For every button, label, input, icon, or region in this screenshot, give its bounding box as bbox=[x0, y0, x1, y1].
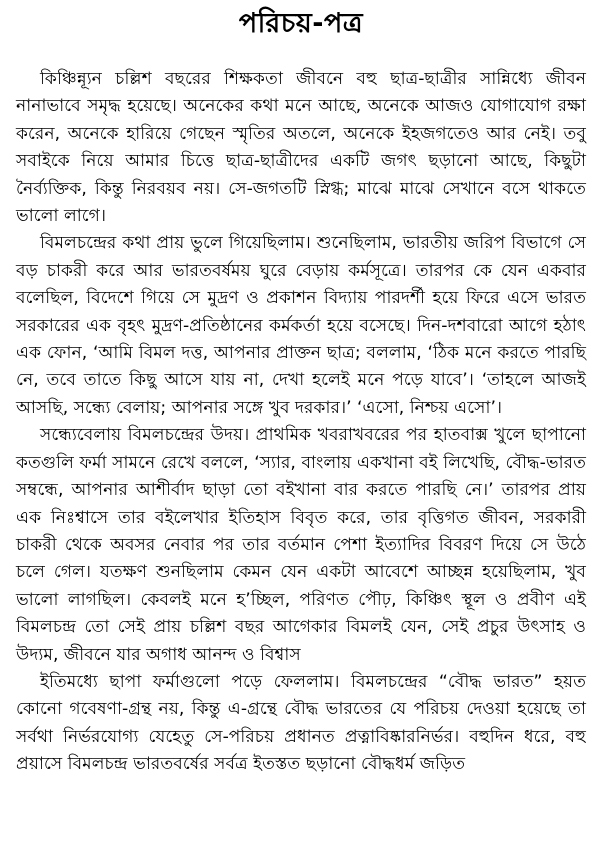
document-body bbox=[16, 66, 586, 779]
paragraph-2: বিমলচন্দ্রের কথা প্রায় ভুলে গিয়েছিলাম। শুনেছিলাম, ভারতীয় জরিপ বিভাগে সে বড় চাকরী করে আর ভারতবর্ষময় ঘুরে বেড়ায় কর্মসূত্রে। তারপর কে যেন একবার বলেছিল, বিদেশে গিয়ে সে মুদ্রণ ও প্রকাশন বিদ্যায় পারদর্শী হয়ে ফিরে এসে ভারত সরকারের এক বৃহৎ মুদ্রণ-প্রতিষ্ঠানের কর্মকর্তা হয়ে বসেছে। দিন-দশবারো আগে হঠাৎ এক ফোন, ‘আমি বিমল দত্ত, আপনার প্রাক্তন ছাত্র; বললাম, ‘ঠিক মনে করতে পারছি নে, তবে তাতে কিছু আসে যায় না, দেখা হলেই মনে পড়ে যাবে’। ‘তাহলে আজই আসছি, সন্ধ্যে বেলায়; আপনার সঙ্গে খুব দরকার।’ ‘এসো, নিশ্চয় এসো’। bbox=[16, 233, 586, 418]
paragraph-4: ইতিমধ্যে ছাপা ফর্মাগুলো পড়ে ফেললাম। বিমলচন্দ্রের “বৌদ্ধ ভারত” হয়ত কোনো গবেষণা-গ্রন্থ নয়, কিন্তু এ-গ্রন্থে বৌদ্ধ ভারতের যে পরিচয় দেওয়া হয়েছে তা সর্বথা নির্ভরযোগ্য যেহেতু সে-পরিচয় প্রধানত প্রত্নাবিষ্কারনির্ভর। বহুদিন ধরে, বহু প্রয়াসে বিমলচন্দ্র ভারতবর্ষের সর্বত্র ইতস্তত ছড়ানো বৌদ্ধধর্ম জড়িত bbox=[16, 671, 586, 775]
paragraph-1: কিঞ্চিন্ন্যূন চল্লিশ বছরের শিক্ষকতা জীবনে বহু ছাত্র-ছাত্রীর সান্নিধ্যে জীবন নানাভাবে সমৃদ্ধ হয়েছে। অনেকের কথা মনে আছে, অনেকে আজও যোগাযোগ রক্ষা করেন, অনেকে হারিয়ে গেছেন স্মৃতির অতলে, অনেকে ইহজগতেও আর নেই। তবু সবাইকে নিয়ে আমার চিত্তে ছাত্র-ছাত্রীদের একটি জগৎ ছড়ানো আছে, কিছুটা নৈর্ব্যক্তিক, কিন্তু নিরবয়ব নয়। সে-জগতটি স্নিগ্ধ; মাঝে মাঝে সেখানে বসে থাকতে ভালো লাগে। bbox=[16, 69, 586, 227]
page-title: পরিচয়-পত্র bbox=[238, 8, 364, 39]
paragraph-3: সন্ধ্যেবেলায় বিমলচন্দ্রের উদয়। প্রাথমিক খবরাখবরের পর হাতবাক্স খুলে ছাপানো কতগুলি ফর্মা সামনে রেখে বললে, ‘স্যার, বাংলায় একখানা বই লিখেছি, বৌদ্ধ-ভারত সম্বন্ধে, আপনার আশীর্বাদ ছাড়া তো বইখানা বার করতে পারছি নে।’ তারপর প্রায় এক নিঃশ্বাসে তার বইলেখার ইতিহাস বিবৃত করে, তার বৃত্তিগত জীবন, সরকারী চাকরী থেকে অবসর নেবার পর তার বর্তমান পেশা ইত্যাদির বিবরণ দিয়ে সে উঠে চলে গেল। যতক্ষণ শুনছিলাম কেমন যেন একটা আবেশে আচ্ছন্ন হয়েছিলাম, খুব ভালো লাগছিল। কেবলই মনে হ’চ্ছিল, পরিণত পৌঢ়, কিঞ্চিৎ স্থূল ও প্রবীণ এই বিমলচন্দ্র তো সেই প্রায় চল্লিশ বছর আগেকার বিমলই যেন, সেই প্রচুর উৎসাহ ও উদ্যম, জীবনে যার অগাধ আনন্দ ও বিশ্বাস bbox=[16, 425, 586, 665]
